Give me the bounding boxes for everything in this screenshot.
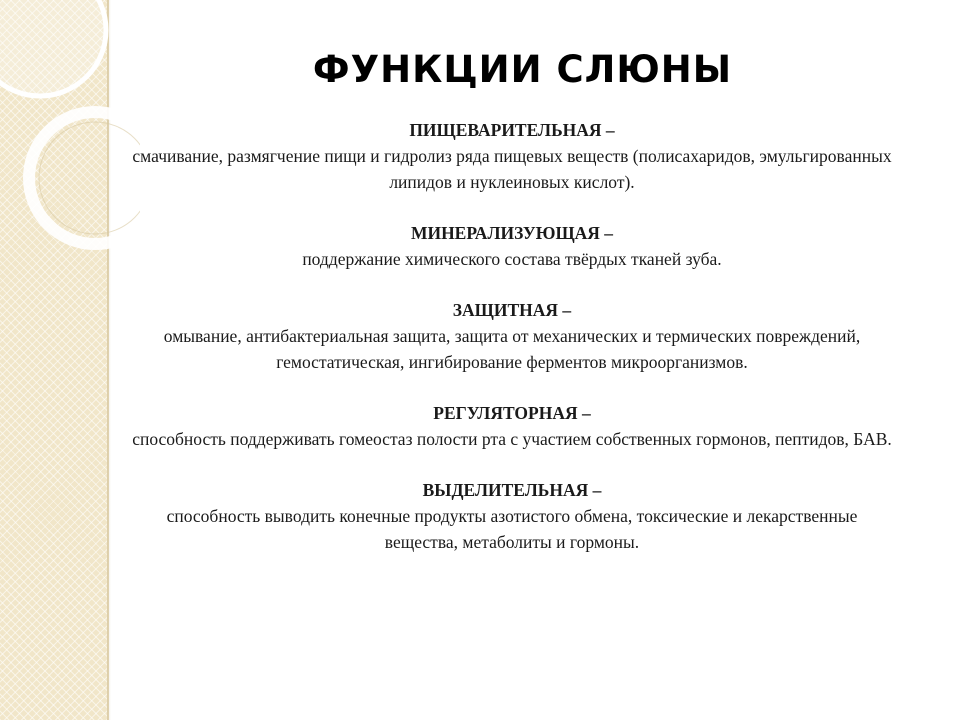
function-description: омывание, антибактериальная защита, защита от механических и термических повреждений, гемостатическая, ингибирование ферментов микроорганизмов. xyxy=(163,326,861,372)
function-heading: ЗАЩИТНАЯ – xyxy=(452,300,572,320)
slide-title: ФУНКЦИИ СЛЮНЫ xyxy=(312,48,733,91)
function-description: смачивание, размягчение пищи и гидролиз ряда пищевых веществ (полисахаридов, эмульгированных липидов и нуклеиновых кислот). xyxy=(132,146,892,192)
function-description: способность выводить конечные продукты азотистого обмена, токсические и лекарственные вещества, метаболиты и гормоны. xyxy=(166,506,858,552)
functions-list xyxy=(112,118,912,581)
function-heading: ПИЩЕВАРИТЕЛЬНАЯ – xyxy=(409,120,615,140)
function-heading: РЕГУЛЯТОРНАЯ – xyxy=(433,403,591,423)
function-description: способность поддерживать гомеостаз полости рта с участием собственных гормонов, пептидов, БАВ. xyxy=(132,429,892,449)
function-item-digestive xyxy=(112,118,912,195)
function-description: поддержание химического состава твёрдых тканей зуба. xyxy=(302,249,722,269)
function-item-regulatory xyxy=(112,401,912,452)
top-ring-shape xyxy=(0,0,106,96)
function-heading: МИНЕРАЛИЗУЮЩАЯ – xyxy=(410,223,614,243)
function-item-excretory xyxy=(112,478,912,555)
function-item-mineralizing xyxy=(112,221,912,272)
function-item-protective xyxy=(112,298,912,375)
function-heading: ВЫДЕЛИТЕЛЬНАЯ – xyxy=(422,480,602,500)
